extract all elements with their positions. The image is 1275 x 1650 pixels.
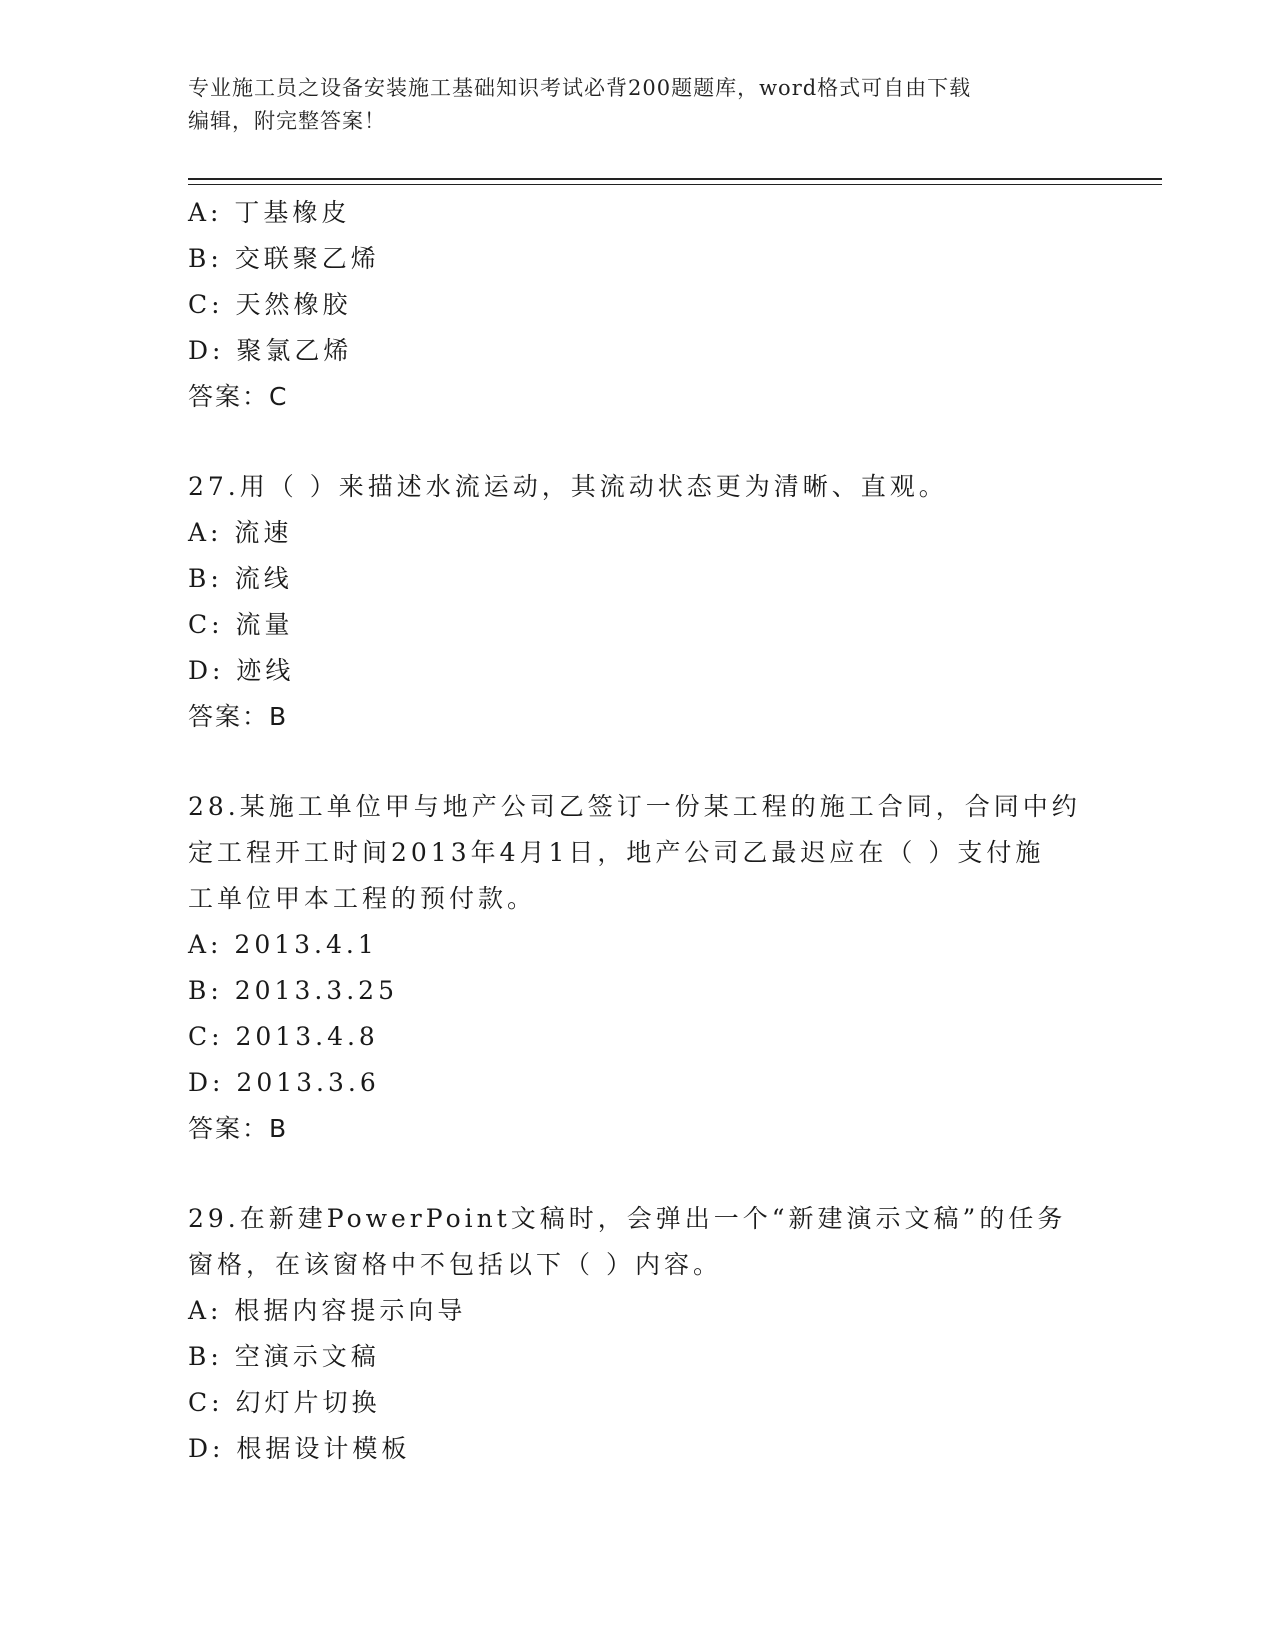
option-b: B: 2013.3.25 [188,976,398,1005]
question-stem-line-3: 工单位甲本工程的预付款。 [188,884,537,913]
option-a: A: 流速 [188,518,293,547]
answer-label: 答案：C [188,382,289,411]
header-title-line-2: 编辑，附完整答案！ [188,109,386,133]
option-a: A: 2013.4.1 [188,930,378,959]
question-stem-line-1: 28.某施工单位甲与地产公司乙签订一份某工程的施工合同，合同中约 [188,792,1081,821]
option-d: D: 根据设计模板 [188,1434,411,1463]
option-a: A: 丁基橡皮 [188,198,351,227]
question-block [188,784,1088,1152]
option-a: A: 根据内容提示向导 [188,1296,467,1325]
option-d: D: 迹线 [188,656,295,685]
option-b: B: 交联聚乙烯 [188,244,380,273]
header-divider-thick [188,178,1162,180]
question-block [188,190,1088,420]
question-stem-line-2: 定工程开工时间2013年4月1日，地产公司乙最迟应在（ ）支付施 [188,838,1045,867]
option-d: D: 2013.3.6 [188,1068,380,1097]
question-stem-line-1: 29.在新建PowerPoint文稿时，会弹出一个“新建演示文稿”的任务 [188,1204,1067,1233]
option-b: B: 流线 [188,564,293,593]
header-divider-thin [188,184,1162,185]
option-c: C: 天然橡胶 [188,290,352,319]
option-d: D: 聚氯乙烯 [188,336,353,365]
answer-label: 答案：B [188,1114,289,1143]
option-c: C: 幻灯片切换 [188,1388,381,1417]
question-block [188,1196,1088,1472]
question-block [188,464,1088,740]
question-stem-line-2: 窗格，在该窗格中不包括以下（ ）内容。 [188,1250,722,1279]
header-title-line-1: 专业施工员之设备安装施工基础知识考试必背200题题库，word格式可自由下载 [188,76,972,100]
answer-label: 答案：B [188,702,289,731]
document-header [188,72,1088,138]
question-stem: 27.用（ ）来描述水流运动，其流动状态更为清晰、直观。 [188,472,948,501]
question-list [188,190,1088,1472]
option-c: C: 2013.4.8 [188,1022,379,1051]
option-b: B: 空演示文稿 [188,1342,380,1371]
option-c: C: 流量 [188,610,294,639]
